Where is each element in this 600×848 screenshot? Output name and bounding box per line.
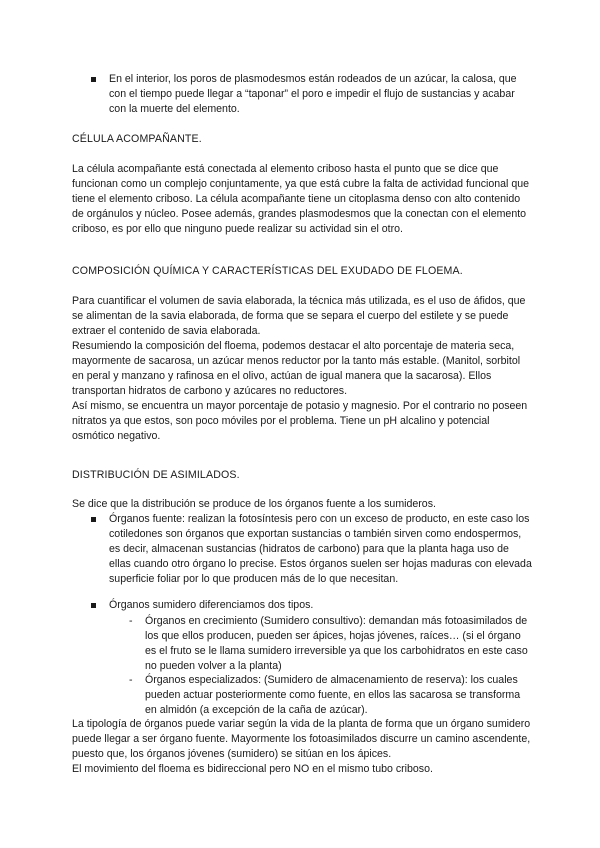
- square-bullet-icon: [91, 517, 96, 522]
- list-item: [129, 614, 532, 674]
- paragraph-tipologia: La tipología de órganos puede variar según la vida de la planta de forma que un órgano sumidero puede llegar a ser órgano fuente. Mayormente los fotoasimilados discurre un camino ascendente, puesto que, los órganos jóvenes (sumidero) se sitúan en los ápices.: [72, 718, 531, 760]
- paragraph-afidos: Para cuantificar el volumen de savia elaborada, la técnica más utilizada, es el uso de áfidos, que se alimentan de la savia elaborada, de forma que se separa el cuerpo del estilete y se puede extraer el contenido de savia elaborada.: [72, 295, 526, 337]
- dash-text-especializados: Órganos especializados: (Sumidero de almacenamiento de reserva): los cuales pueden actuar posteriormente como fuente, en ellos las sacarosa se transforma en almidón (a excepción de la caña de azúcar).: [145, 674, 521, 716]
- distribucion-closing: [72, 717, 532, 777]
- square-bullet-icon: [91, 603, 96, 608]
- paragraph-movimiento-floema: El movimiento del floema es bidireccional pero NO en el mismo tubo criboso.: [72, 763, 433, 775]
- list-item: [129, 673, 532, 718]
- composicion-body: [72, 294, 532, 444]
- paragraph-potasio: Así mismo, se encuentra un mayor porcentaje de potasio y magnesio. Por el contrario no poseen nitratos ya que estos, son poco móviles por el problema. Tiene un pH alcalino y potencial osmótico negativo.: [72, 400, 528, 442]
- dash-text-crecimiento: Órganos en crecimiento (Sumidero consultivo): demandan más fotoasimilados de los que ellos producen, pueden ser ápices, hojas jóvenes, raíces… (si el órgano es el fruto se le llama sumidero irreversible ya que los carbohidratos en este caso no pueden volver a la planta): [145, 615, 528, 672]
- bullet-text-organos-fuente: Órganos fuente: realizan la fotosíntesis pero con un exceso de producto, en este caso los cotiledones son órganos que exportan sustancias o también sirven como endospermos, es decir, almacenan sustancias (hidratos de carbono) para que la planta haga uso de ellas cuando otro órgano lo precise. Estos órganos suelen ser hojas maduras con elevada superficie foliar por lo que producen más de lo que necesitan.: [109, 513, 532, 585]
- dash-bullet-icon: -: [129, 615, 133, 627]
- list-item: [91, 598, 532, 613]
- list-item: [91, 512, 532, 587]
- list-item: [91, 72, 532, 117]
- paragraph-composicion: Resumiendo la composición del floema, podemos destacar el alto porcentaje de materia seca, mayormente de sacarosa, un azúcar menos reductor por la tanto más estable. (Manitol, sorbitol en peral y manzano y rafinosa en el olivo, actúan de igual manera que la sacarosa). Ellos transportan hidratos de carbono y azúcares no reductores.: [72, 340, 521, 397]
- paragraph-text: La célula acompañante está conectada al elemento criboso hasta el punto que se dice que funcionan como un complejo conjuntamente, ya que está cubre la falta de actividad funcional que tiene el elemento criboso. La célula acompañante tiene un citoplasma denso con alto contenido de orgánulos y núcleo. Posee además, grandes plasmodesmos que la conectan con el elemento criboso, es por ello que ninguno puede realizar su actividad sin el otro.: [72, 163, 530, 235]
- heading-composicion-quimica: COMPOSICIÓN QUÍMICA Y CARACTERÍSTICAS DEL EXUDADO DE FLOEMA.: [72, 265, 463, 277]
- dash-bullet-icon: -: [129, 674, 133, 686]
- paragraph-distribucion-intro: Se dice que la distribución se produce de los órganos fuente a los sumideros.: [72, 498, 436, 510]
- paragraph-celula-acompanante: [72, 162, 532, 237]
- heading-distribucion-asimilados: DISTRIBUCIÓN DE ASIMILADOS.: [72, 469, 240, 481]
- heading-celula-acompanante: CÉLULA ACOMPAÑANTE.: [72, 133, 202, 145]
- bullet-text-calosa: En el interior, los poros de plasmodesmos están rodeados de un azúcar, la calosa, que con el tiempo puede llegar a “taponar” el poro e impedir el flujo de sustancias y acabar con la muerte del elemento.: [109, 73, 517, 115]
- bullet-text-organos-sumidero: Órganos sumidero diferenciamos dos tipos.: [109, 599, 314, 611]
- square-bullet-icon: [91, 77, 96, 82]
